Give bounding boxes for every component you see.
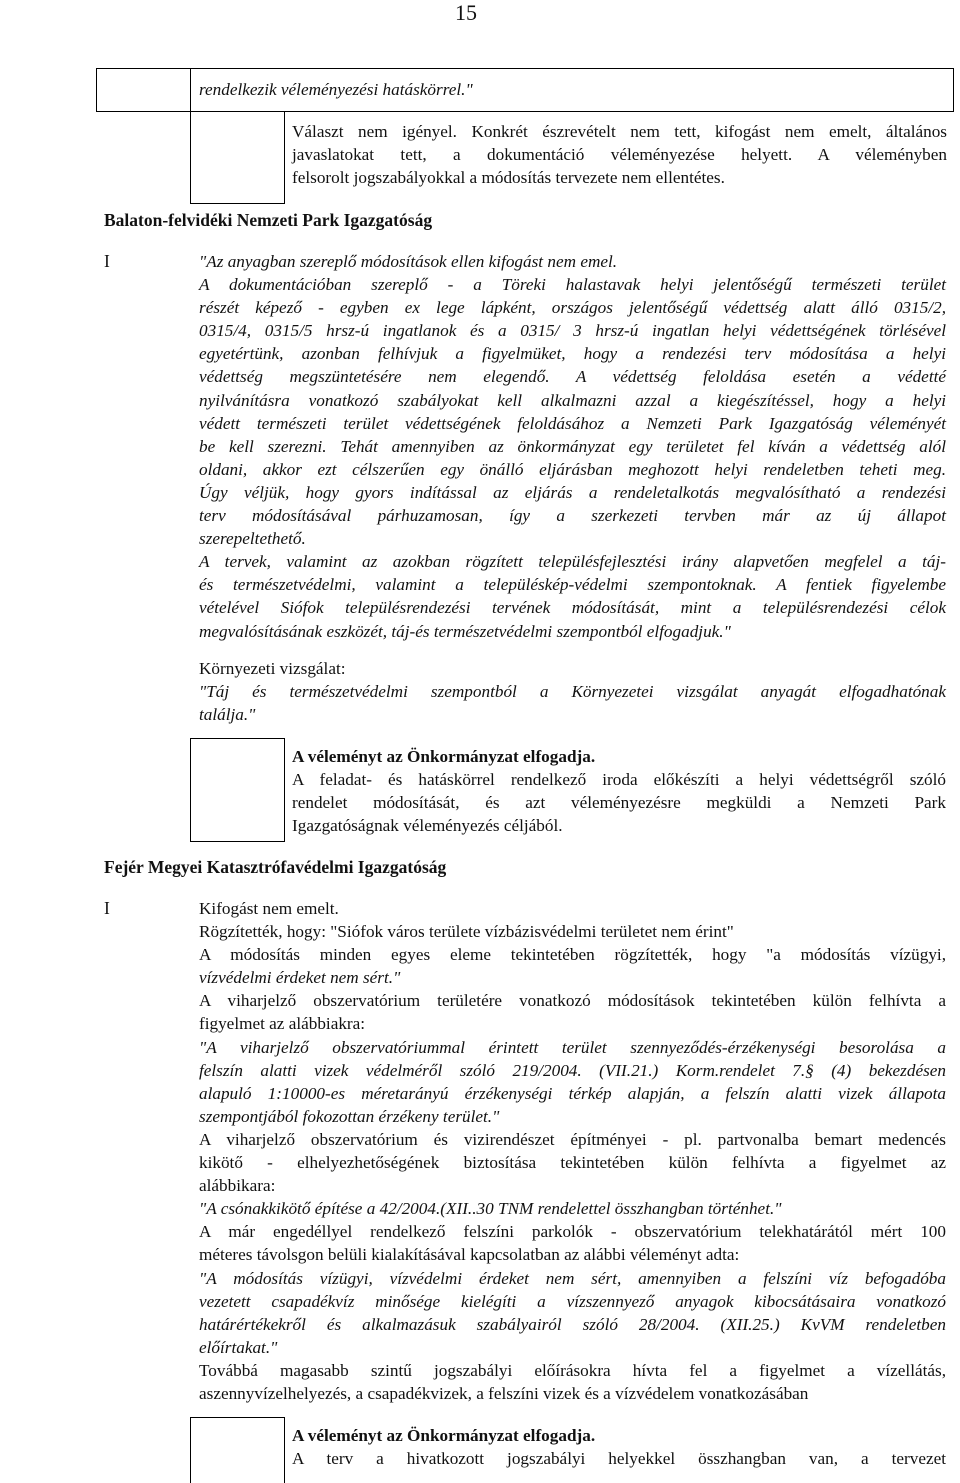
response-cell-left-border-3 [190,1417,191,1483]
environment-review-quote [199,680,946,726]
text-line: be kell szerezni. Tehát amennyiben az önkormányzat egy területet fel kíván a védettség alól [199,436,946,456]
response-cell-left-border [190,111,191,203]
table-left-border [96,68,97,111]
text-line: "A csónakkikötő építése a 42/2004.(XII..30 TNM rendelettel összhangban történhet." [199,1199,782,1219]
response-cell-divider-3 [284,1417,285,1483]
response-cell-divider-2 [284,738,285,841]
text-line: Úgy véljük, hogy gyors indítással az eljárás a rendeletalkotás megvalósítható a rendezési [199,482,946,502]
text-line: A dokumentációban szereplő - a Töreki halastavak helyi jelentőségű természeti terület [199,275,946,295]
text-line: Továbbá magasabb szintű jogszabályi előírásokra hívta fel a figyelmet a vízellátás, [199,1360,946,1380]
text-line: "A módosítás vízügyi, vízvédelmi érdeket nem sért, amennyiben a felszíni víz befogadóba [199,1268,946,1288]
quote-ending: rendelkezik véleményezési hatáskörrel." [199,80,473,99]
text-line: oldani, akkor ezt célszerűen egy önálló eljárásban meghozott helyi rendeletben teheti meg. [199,459,946,479]
response-cell-left-border-2 [190,738,191,841]
text-line: méteres távolsgon belüli kialakításával kapcsolatban az alábbi véleményt adta: [199,1245,740,1265]
environment-review-label: Környezeti vizsgálat: [199,659,346,678]
text-line: Kifogást nem emelt. [199,899,339,918]
text-line: vezetett csapadékvíz minősége kielégíti a vízszennyező anyagok kibocsátásaira vonatkozó [199,1291,946,1311]
text-line: A módosítás minden egyes eleme tekintetében rögzítették, hogy "a módosítás vízügyi, [199,945,946,965]
text-line: aszennyvízelhelyezés, a csapadékvizek, a felszíni vizek és a vízvédelem vonatkozásában [199,1383,809,1403]
text-line: határértékekről és alkalmazásuk szabályairól szóló 28/2004. (XII.25.) KvVM rendeletben [199,1314,946,1334]
text-line: "Táj és természetvédelmi szempontból a Környezetei vizsgálat anyagát elfogadhatónak [199,682,946,701]
text-line: "A viharjelző obszervatóriummal érintett terület szennyeződés-érzékenységi besorolása a [199,1037,946,1057]
response-cell-top-border-3 [190,1417,285,1418]
text-line: 0315/4, 0315/5 hrsz-ú ingatlanok és a 0315/ 3 hrsz-ú ingatlan helyi védettségének törlésével [199,321,946,341]
text-line: Igazgatóságnak véleményezés céljából. [292,816,563,836]
text-line: vízvédelmi érdeket nem sért." [199,968,401,988]
text-line: "Az anyagban szereplő módosítások ellen kifogást nem emel. [199,252,618,271]
text-line: felsorolt jogszabályokkal a módosítás tervezete nem ellentétes. [292,168,725,188]
text-line: találja." [199,705,256,725]
decision-text [292,1447,946,1470]
text-line: A feladat- és hatáskörrel rendelkező iroda előkészíti a helyi védettségről szóló [292,770,946,789]
row-marker: I [104,898,110,918]
text-line: szerepeltethető. [199,529,306,549]
text-line: szempontjából fokozottan érzékeny terület." [199,1106,500,1126]
text-line: kikötő - elhelyezhetőségének biztosítása tekintetében külön felhívta a figyelmet az [199,1153,946,1173]
text-line: nyilvánításra vonatkozó szabályokat kell alkalmazni azzal a kiegészítéssel, hogy a helyi [199,390,946,410]
text-line: felszín alatti vizek védelméről szóló 219/2004. (VII.21.) Korm.rendelet 7.§ (4) bekezdésen [199,1060,946,1080]
text-line: A viharjelző obszervatórium területére vonatkozó módosítások tekintetében külön felhívta a [199,991,946,1011]
text-line: terv módosításával párhuzamosan, így a szerkezeti tervben már az új állapot [199,506,946,526]
text-line: A terv a hivatkozott jogszabályi helyekkel összhangban van, a tervezet [292,1449,946,1468]
text-line: rendelet módosítását, és azt véleményezésre megküldi a Nemzeti Park [292,793,946,813]
decision-text [292,768,946,837]
agency-opinion-quote [199,250,946,643]
response-cell-bottom-border [190,203,285,204]
decision-heading: A véleményt az Önkormányzat elfogadja. [292,747,596,766]
text-line: és természetvédelmi, valamint a településkép-védelmi szempontoknak. A fentiek figyelembe [199,575,946,595]
text-line: védettség megszüntetésére nem elegendő. A védettség feloldása esetén a védetté [199,367,946,387]
text-line: egyetértünk, azonban felhívjuk a figyelmüket, hogy a rendezési terv módosítása a helyi [199,344,946,364]
response-text [292,120,947,189]
response-cell-top-border-2 [190,738,285,739]
text-line: javaslatokat tett, a dokumentáció véleményezése helyett. A véleményben [292,145,947,165]
row-marker: I [104,251,110,271]
agency-heading: Fejér Megyei Katasztrófavédelmi Igazgatóság [104,857,447,877]
agency-heading: Balaton-felvidéki Nemzeti Park Igazgatóság [104,210,433,230]
table-column-divider [190,68,191,111]
response-cell-divider [284,111,285,203]
text-line: megvalósításának eszközét, táj-és természetvédelmi szempontból elfogadjuk." [199,621,731,641]
decision-heading: A véleményt az Önkormányzat elfogadja. [292,1426,596,1445]
text-line: Választ nem igényel. Konkrét észrevételt nem tett, kifogást nem emelt, általános [292,122,947,141]
table-right-border [953,68,954,111]
text-line: alapuló 1:10000-es méretarányú érzékenységi térkép alapján, a felszín alatti vizek állapota [199,1083,946,1103]
text-line: vételével Siófok településrendezési tervének módosítását, mint a településrendezési célok [199,598,946,618]
text-line: előírtakat." [199,1337,278,1357]
text-line: részét képező - egyben ex lege lápként, országos jelentőségű védettség alatt álló 0315/2, [199,298,946,318]
table-top-border [96,68,954,69]
text-line: alábbikara: [199,1176,276,1196]
response-cell-bottom-border-2 [190,841,285,842]
page-number: 15 [455,0,477,25]
text-line: A tervek, valamint az azokban rögzített településfejlesztési irány alapvetően megfelel a táj- [199,552,946,572]
table-row-divider [96,111,954,112]
text-line: védett természeti terület védettségének feloldásához a Nemzeti Park Igazgatóság véleményét [199,413,946,433]
text-line: Rögzítették, hogy: "Siófok város területe vízbázisvédelmi területet nem érint" [199,922,734,942]
text-line: A viharjelző obszervatórium és vizirendészet építményei - pl. partvonalba bemart medencés [199,1129,946,1149]
text-line: A már engedéllyel rendelkező felszíni parkolók - obszervatórium telekhatárától mért 100 [199,1222,946,1242]
agency-opinion-summary [199,897,946,1405]
text-line: figyelmet az alábbiakra: [199,1014,366,1034]
